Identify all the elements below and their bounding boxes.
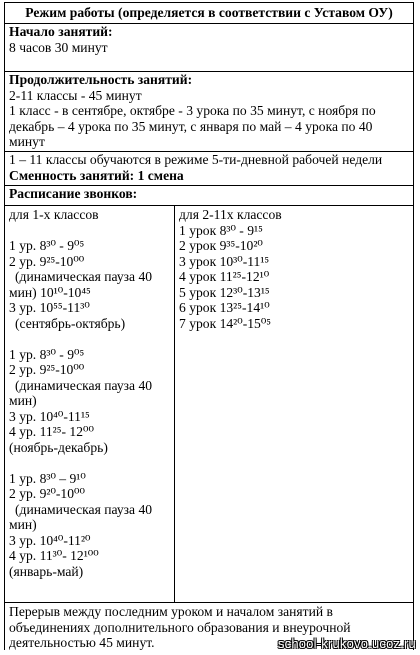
bell-line: 2 урок 9³⁵-10²⁰ bbox=[179, 238, 263, 253]
bell-line: 1 ур. 8³⁰ - 9⁰⁵ bbox=[9, 238, 85, 253]
bells-table bbox=[5, 206, 413, 603]
week-text: 1 – 11 классы обучаются в режиме 5-ти-дневной рабочей недели bbox=[9, 152, 383, 167]
duration-line-1: 2-11 классы - 45 минут bbox=[9, 87, 142, 103]
shift-text: Сменность занятий: 1 смена bbox=[9, 167, 184, 183]
bell-line: 1 ур. 8³⁰ – 9¹⁰ bbox=[9, 470, 86, 486]
bell-line: мин) bbox=[9, 393, 37, 408]
first-grade-column bbox=[5, 206, 175, 602]
right-header: для 2-11х классов bbox=[179, 207, 282, 222]
bell-line: (сентябрь-октябрь) bbox=[15, 315, 126, 331]
bell-line: (ноябрь-декабрь) bbox=[9, 439, 108, 455]
bell-line: 2 ур. 9²⁰-10⁰⁰ bbox=[9, 486, 85, 501]
bell-line: 7 урок 14²⁰-15⁰⁵ bbox=[179, 315, 272, 331]
bell-line: 6 урок 13²⁵-14¹⁰ bbox=[179, 300, 270, 315]
schedule-table bbox=[4, 2, 414, 650]
start-section bbox=[5, 24, 413, 72]
block-sep-oct bbox=[9, 238, 170, 331]
bell-line: (динамическая пауза 40 bbox=[15, 269, 153, 284]
left-header: для 1-х классов bbox=[9, 207, 99, 222]
bells-label: Расписание звонков: bbox=[5, 186, 413, 206]
start-value: 8 часов 30 минут bbox=[9, 39, 108, 55]
bell-line: 4 урок 11²⁵-12¹⁰ bbox=[179, 269, 270, 284]
bell-line: 1 урок 8³⁰ - 9¹⁵ bbox=[179, 222, 263, 238]
bell-line: (динамическая пауза 40 bbox=[15, 377, 153, 393]
bell-line: 3 ур. 10⁵⁵-11³⁰ bbox=[9, 300, 90, 315]
block-jan-may bbox=[9, 471, 170, 580]
bell-line: 3 ур. 10⁴⁰-11¹⁵ bbox=[9, 408, 90, 424]
duration-section bbox=[5, 72, 413, 152]
start-label: Начало занятий: bbox=[9, 24, 113, 39]
duration-line-2: 1 класс - в сентябре, октябре - 3 урока по 35 минут, с ноября по декабрь – 4 урока по 35 минут, с января по май – 4 урока по 40 минут bbox=[9, 103, 376, 149]
duration-label: Продолжительность занятий: bbox=[9, 72, 193, 87]
bell-line: (январь-май) bbox=[9, 563, 84, 579]
bell-line: 4 ур. 11³⁰- 12¹⁰⁰ bbox=[9, 548, 99, 563]
grades-2-11-column bbox=[175, 206, 413, 602]
bell-line: 3 ур. 10⁴⁰-11²⁰ bbox=[9, 532, 91, 548]
bell-line: 5 урок 12³⁰-13¹⁵ bbox=[179, 284, 270, 300]
block-nov-dec bbox=[9, 347, 170, 456]
bell-line: 2 ур. 9²⁵-10⁰⁰ bbox=[9, 362, 85, 377]
site-watermark: school-krukovo.ucoz.ru bbox=[277, 636, 416, 651]
bell-line: (динамическая пауза 40 bbox=[15, 501, 153, 517]
bell-line: мин) 10¹⁰-10⁴⁵ bbox=[9, 284, 91, 300]
bell-line: 1 ур. 8³⁰ - 9⁰⁵ bbox=[9, 346, 85, 362]
week-section bbox=[5, 152, 413, 186]
bell-line: 3 урок 10³⁰-11¹⁵ bbox=[179, 253, 270, 269]
bell-line: 4 ур. 11²⁵- 12⁰⁰ bbox=[9, 424, 94, 439]
bell-line: 2 ур. 9²⁵-10⁰⁰ bbox=[9, 253, 85, 269]
footer-note: Перерыв между последним уроком и началом занятий в объединениях дополнительного образования и внеурочной деятельностью 45 минут. bbox=[9, 604, 351, 650]
bell-line: мин) bbox=[9, 517, 37, 532]
page-title: Режим работы (определяется в соответствии с Уставом ОУ) bbox=[5, 2, 413, 24]
